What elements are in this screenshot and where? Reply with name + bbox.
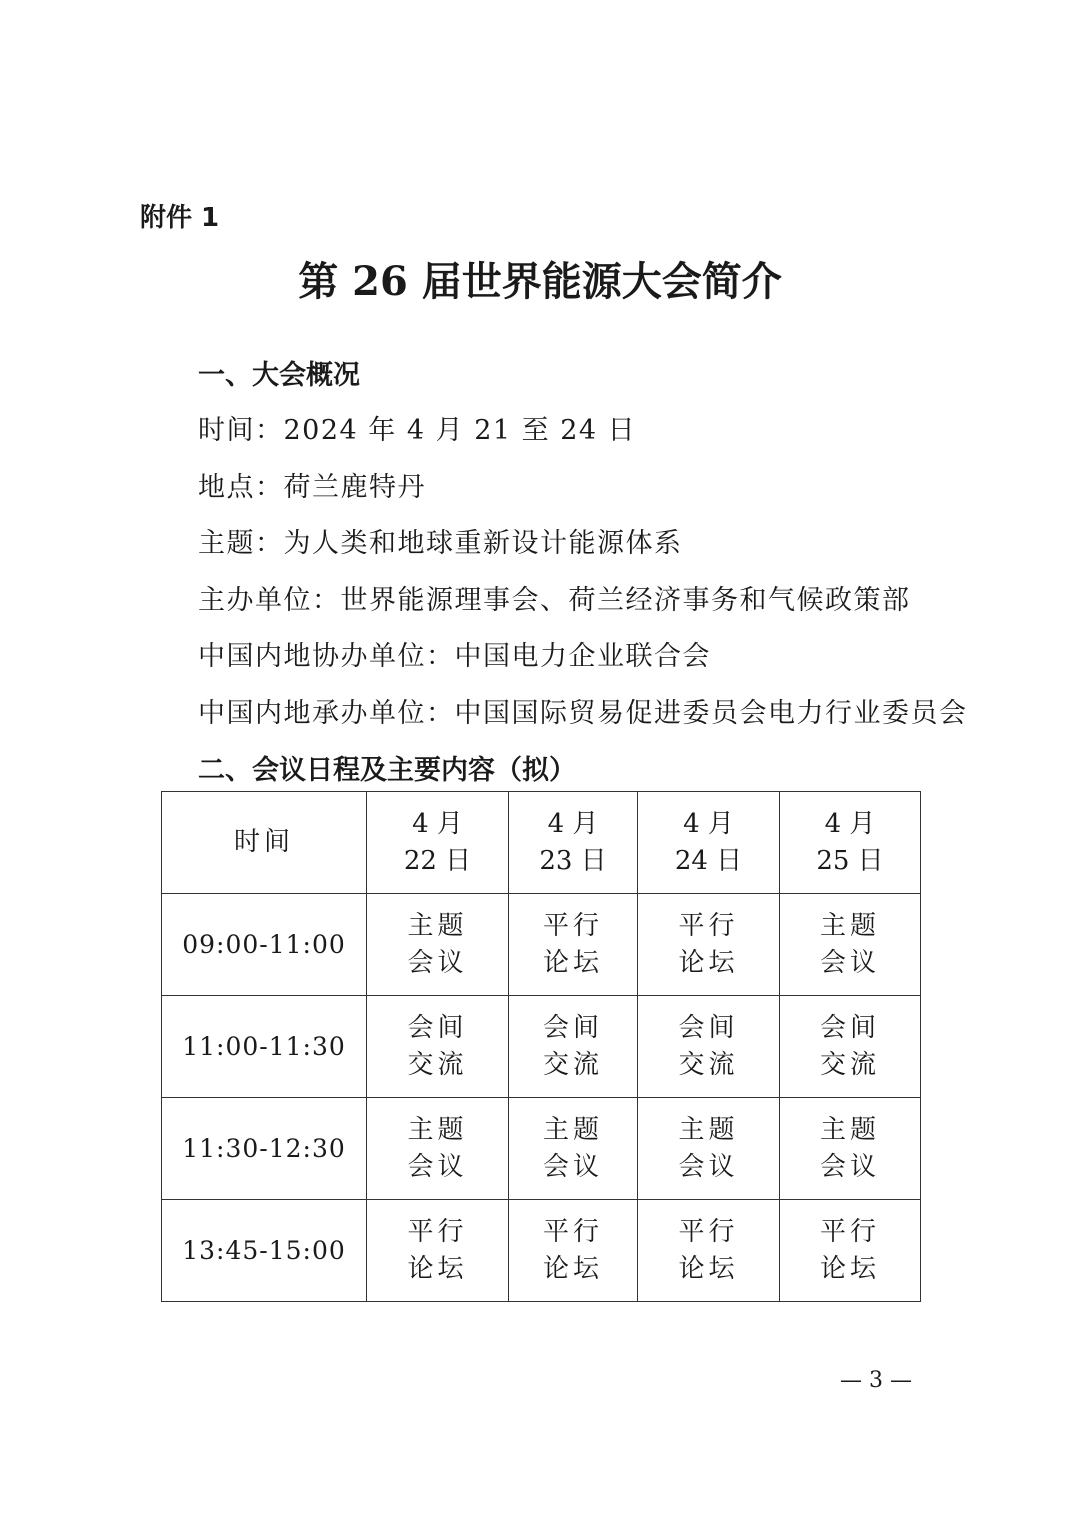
document-title: 第 26 届世界能源大会简介 <box>298 258 782 305</box>
session-cell: 主题会议 <box>780 894 921 996</box>
header-date: 4 月 22 日 <box>367 792 509 894</box>
time-slot: 09:00-11:00 <box>162 894 367 996</box>
overview-time: 时间：2024 年 4 月 21 至 24 日 <box>198 415 637 446</box>
section-heading-schedule: 二、会议日程及主要内容（拟） <box>198 755 576 786</box>
session-cell: 主题会议 <box>367 894 509 996</box>
table-row <box>162 1098 921 1200</box>
overview-theme: 主题：为人类和地球重新设计能源体系 <box>198 528 683 560</box>
session-cell: 主题会议 <box>509 1098 638 1200</box>
session-cell: 平行论坛 <box>780 1200 921 1302</box>
table-header-row <box>162 792 921 894</box>
session-cell: 会间交流 <box>638 996 780 1098</box>
overview-host: 主办单位：世界能源理事会、荷兰经济事务和气候政策部 <box>198 584 911 616</box>
attachment-label: 附件 1 <box>140 203 220 233</box>
session-cell: 主题会议 <box>367 1098 509 1200</box>
header-date: 4 月 23 日 <box>509 792 638 894</box>
header-time: 时间 <box>162 792 367 894</box>
header-date: 4 月 24 日 <box>638 792 780 894</box>
time-slot: 11:00-11:30 <box>162 996 367 1098</box>
session-cell: 主题会议 <box>638 1098 780 1200</box>
session-cell: 会间交流 <box>367 996 509 1098</box>
session-cell: 平行论坛 <box>638 1200 780 1302</box>
table-row <box>162 1200 921 1302</box>
table-row <box>162 996 921 1098</box>
overview-undertaker: 中国内地承办单位：中国国际贸易促进委员会电力行业委员会 <box>198 697 968 729</box>
session-cell: 主题会议 <box>780 1098 921 1200</box>
table-row <box>162 894 921 996</box>
header-date: 4 月 25 日 <box>780 792 921 894</box>
section-heading-overview: 一、大会概况 <box>198 360 360 391</box>
page-number: — 3 — <box>840 1368 912 1393</box>
time-slot: 11:30-12:30 <box>162 1098 367 1200</box>
schedule-table <box>161 791 921 1302</box>
session-cell: 平行论坛 <box>638 894 780 996</box>
overview-list <box>198 403 968 743</box>
overview-co-organizer: 中国内地协办单位：中国电力企业联合会 <box>198 641 711 673</box>
time-slot: 13:45-15:00 <box>162 1200 367 1302</box>
overview-location: 地点：荷兰鹿特丹 <box>198 471 426 503</box>
session-cell: 平行论坛 <box>509 1200 638 1302</box>
session-cell: 会间交流 <box>509 996 638 1098</box>
session-cell: 平行论坛 <box>367 1200 509 1302</box>
session-cell: 会间交流 <box>780 996 921 1098</box>
session-cell: 平行论坛 <box>509 894 638 996</box>
